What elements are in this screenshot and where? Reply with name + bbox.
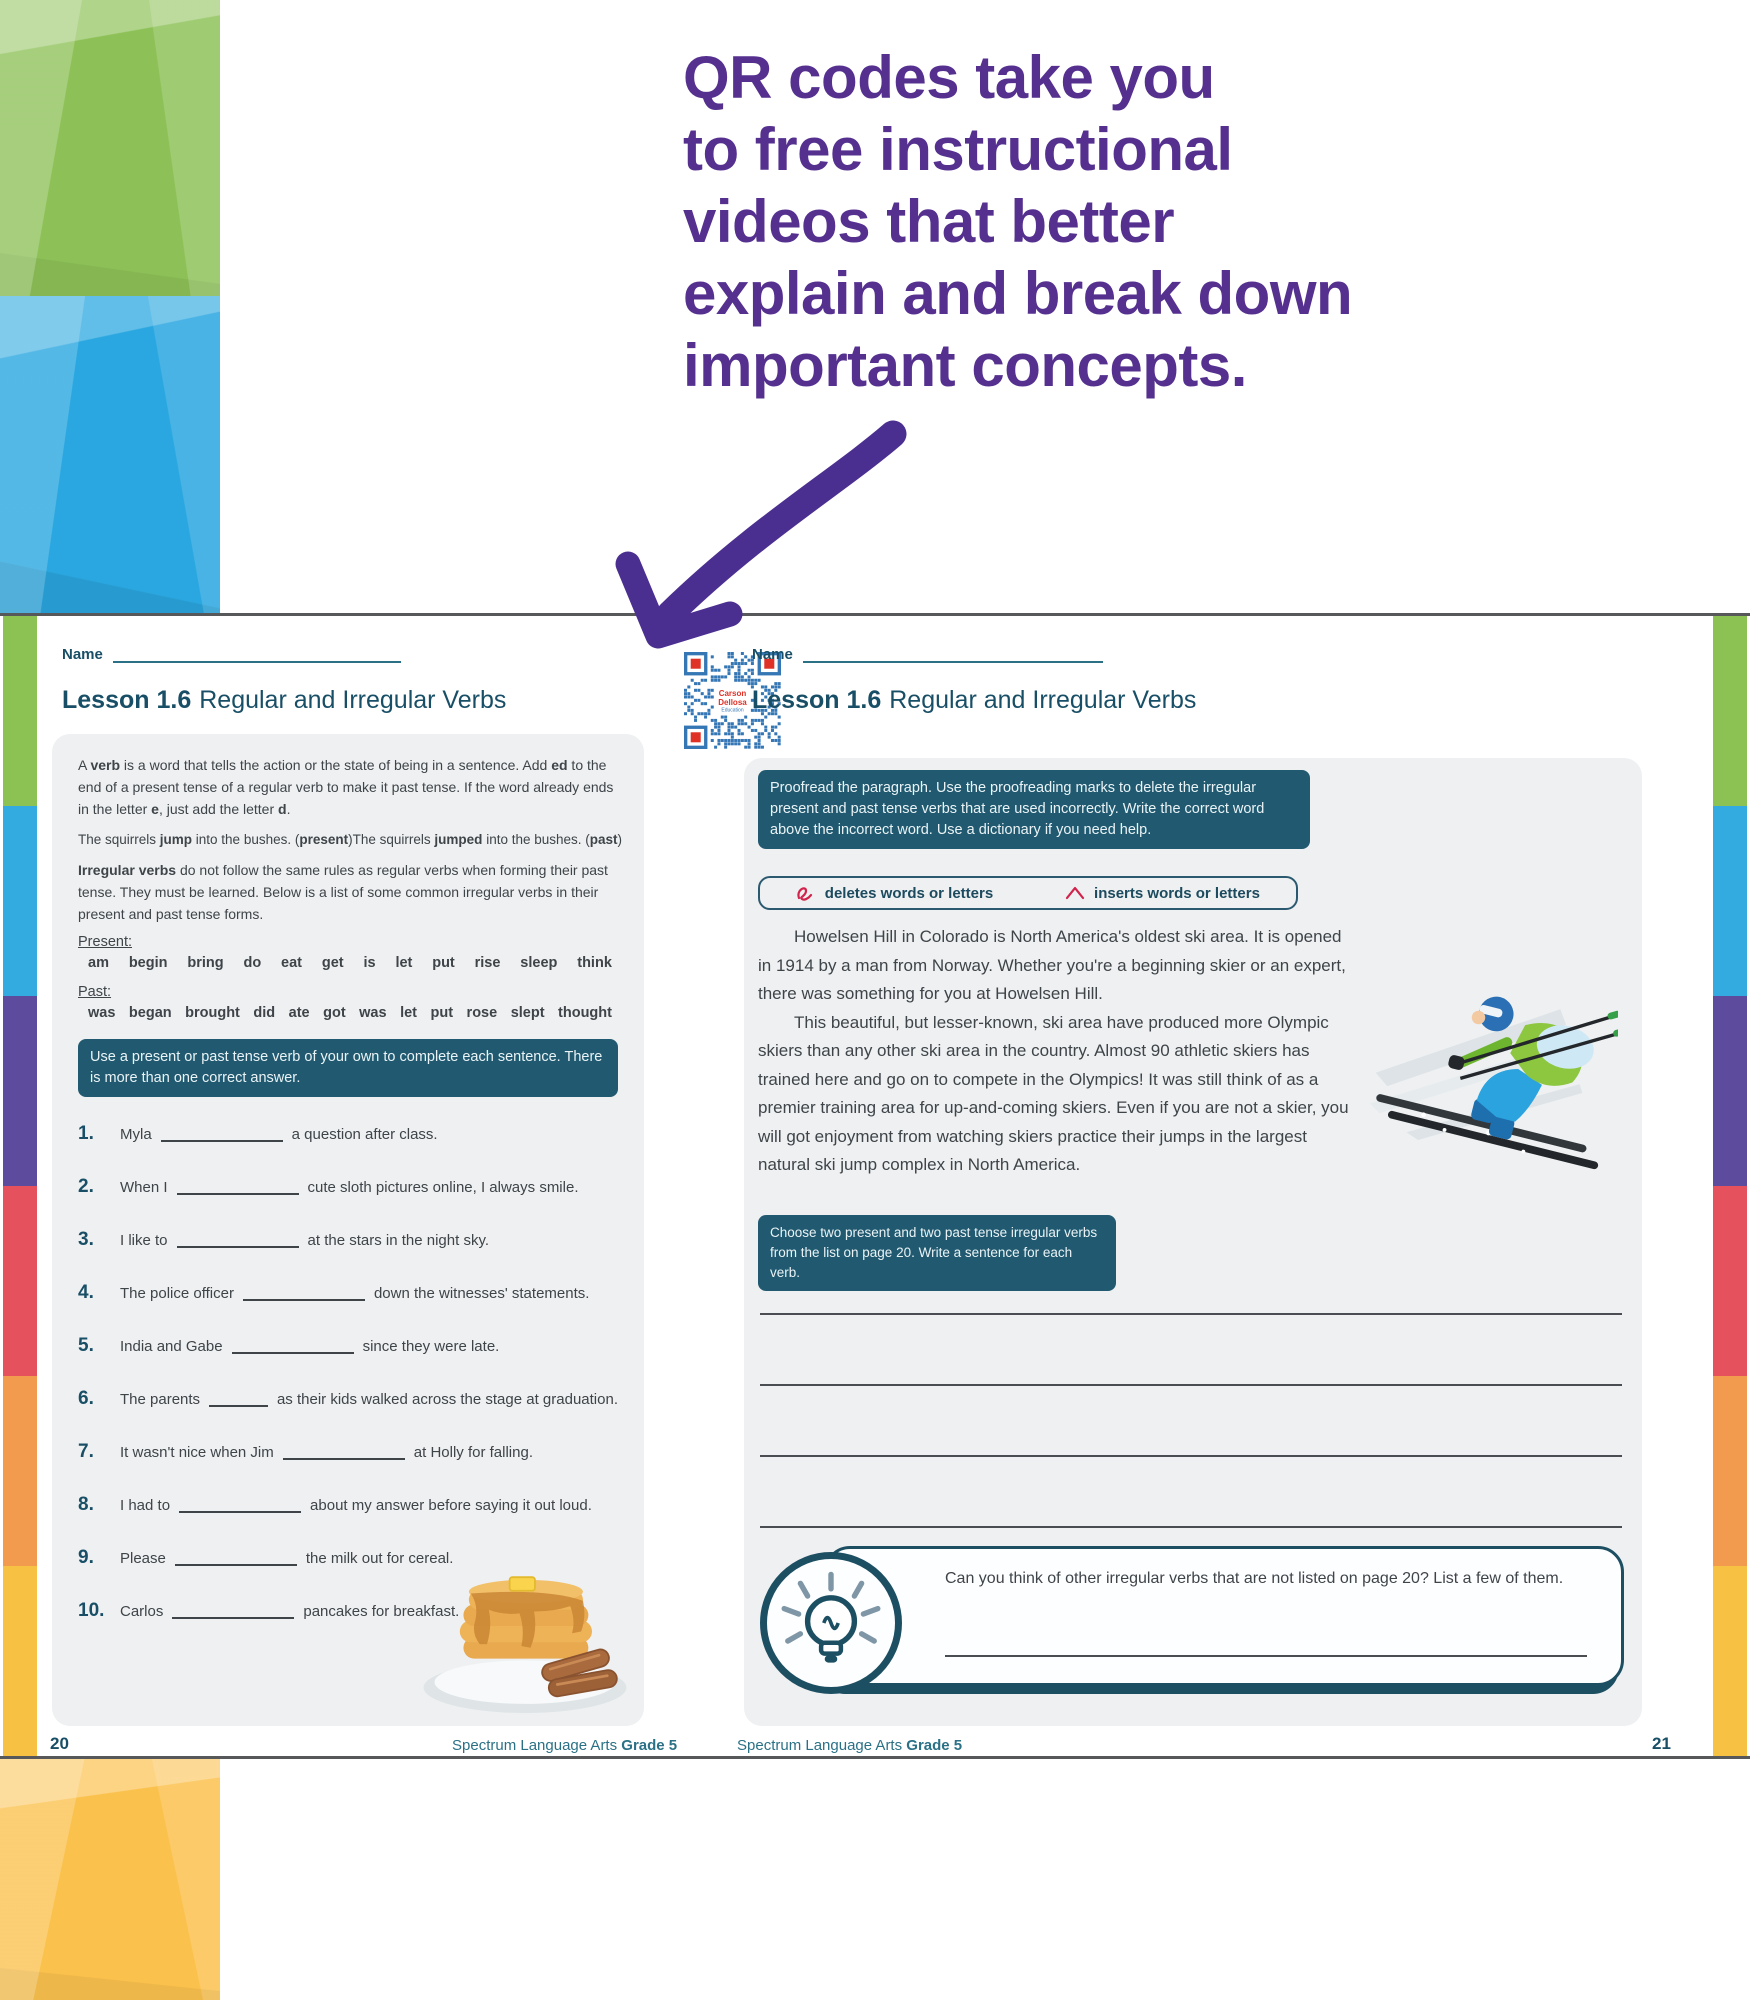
decor-strip-band [1713, 616, 1747, 806]
proofread-instruction-box: Proofread the paragraph. Use the proofreading marks to delete the irregular present and past tense verbs that are used incorrectly. Write the correct word above the incorrect word. Use a dictionary if you need help. [758, 770, 1310, 849]
verb-word: think [577, 955, 612, 971]
present-verbs-row [78, 955, 618, 971]
exercise-number: 10. [78, 1600, 105, 1621]
writing-line[interactable] [760, 1313, 1622, 1315]
exercise-number: 3. [78, 1229, 94, 1250]
decor-block-blue [0, 296, 220, 613]
exercise-post-text: since they were late. [362, 1338, 500, 1355]
exercise-item [78, 1123, 618, 1145]
exercise-item [78, 1441, 618, 1463]
present-label: Present: [78, 934, 132, 950]
page-number-right: 21 [1652, 1734, 1671, 1753]
name-label: Name [752, 646, 793, 663]
exercise-item [78, 1388, 618, 1410]
writing-lines [760, 1313, 1622, 1528]
exercise-post-text: at Holly for falling. [413, 1444, 533, 1461]
verb-word: begin [128, 955, 168, 971]
name-blank[interactable] [113, 646, 401, 663]
lesson-number-label: Lesson 1.6 [62, 686, 192, 714]
exercise-item [78, 1176, 618, 1198]
exercise-pre-text: The police officer [120, 1285, 234, 1302]
irregular-verbs-text: Irregular verbs do not follow the same rules as regular verbs when forming their past tense. They must be learned. Below is a list of some common irregular verbs in their present and past tense forms. [78, 862, 608, 922]
decor-strip-band [1713, 1186, 1747, 1376]
left-page-panel [52, 734, 644, 1726]
exercise-post-text: down the witnesses' statements. [373, 1285, 590, 1302]
legend-insert-label: inserts words or letters [1094, 884, 1260, 902]
exercise-post-text: the milk out for cereal. [305, 1550, 454, 1567]
headline-line: to free instructional [683, 116, 1233, 183]
exercise-list [78, 1123, 618, 1622]
writing-line[interactable] [760, 1526, 1622, 1528]
headline-line: important concepts. [683, 332, 1247, 399]
exercise-blank[interactable] [243, 1295, 365, 1301]
lesson-title-left [62, 686, 506, 715]
verb-word: was [359, 1005, 387, 1021]
skier-illustration [1368, 959, 1618, 1171]
decor-strip-left [3, 616, 37, 1756]
intro-text: A verb is a word that tells the action or the state of being in a sentence. Add ed to the end of a present tense of a regular verb to make it past tense. If the word already ends in the letter e, just add the letter d. [78, 757, 614, 817]
lesson-title-text: Regular and Irregular Verbs [889, 686, 1197, 714]
exercise-blank[interactable] [175, 1560, 297, 1566]
writing-line[interactable] [760, 1455, 1622, 1457]
headline-line: videos that better [683, 188, 1175, 255]
footer-brand-left: Spectrum Language Arts Grade 5 [452, 1737, 678, 1754]
example-present: The squirrels jump into the bushes. (present) [78, 832, 353, 847]
exercise-item [78, 1229, 618, 1251]
example-sentences [78, 832, 623, 847]
delete-mark-icon [795, 883, 817, 903]
verb-word: ate [288, 1005, 310, 1021]
headline-text [683, 42, 1733, 402]
decor-strip-band [3, 1566, 37, 1756]
example-past: The squirrels jumped into the bushes. (past) [352, 832, 623, 847]
exercise-item [78, 1494, 618, 1516]
exercise-blank[interactable] [283, 1454, 405, 1460]
decor-block-green [0, 0, 220, 296]
legend-delete-label: deletes words or letters [824, 884, 994, 902]
verb-word: rose [466, 1005, 498, 1021]
exercise-post-text: a question after class. [291, 1126, 438, 1143]
name-row-left [62, 646, 401, 663]
thought-answer-line[interactable] [945, 1655, 1587, 1657]
exercise-blank[interactable] [161, 1136, 283, 1142]
decor-strip-band [3, 1186, 37, 1376]
legend-delete [760, 883, 1028, 903]
story-text [758, 923, 1618, 1180]
exercise-pre-text: It wasn't nice when Jim [120, 1444, 274, 1461]
exercise-number: 8. [78, 1494, 94, 1515]
exercise-pre-text: Myla [120, 1126, 152, 1143]
exercise-pre-text: I like to [120, 1232, 168, 1249]
exercise-blank[interactable] [179, 1507, 301, 1513]
lightbulb-icon [777, 1569, 885, 1677]
verb-word: rise [474, 955, 501, 971]
legend-insert [1028, 884, 1296, 902]
pancakes-illustration [416, 1550, 634, 1722]
decor-block-yellow [0, 1759, 220, 2000]
verb-word: let [400, 1005, 417, 1021]
exercise-pre-text: When I [120, 1179, 168, 1196]
decor-strip-band [3, 806, 37, 996]
right-page-panel [744, 758, 1642, 1726]
exercise-post-text: cute sloth pictures online, I always smile. [307, 1179, 579, 1196]
insert-mark-icon [1064, 884, 1086, 902]
verb-word: put [430, 1005, 454, 1021]
exercise-number: 2. [78, 1176, 94, 1197]
verb-word: got [323, 1005, 346, 1021]
verb-word: bring [187, 955, 224, 971]
exercise-blank[interactable] [177, 1242, 299, 1248]
verb-word: put [432, 955, 455, 971]
verb-word: let [395, 955, 413, 971]
verb-word: get [321, 955, 344, 971]
story-paragraph-2: This beautiful, but lesser-known, ski area have produced more Olympic skiers than any other ski area in the country. Almost 90 athletic skiers has trained here and go on to compete in the Olympics! It was still think of as a premier training area for up-and-coming skiers. Even if you are not a skier, you will got enjoyment from watching skiers practice their jumps in the largest natural ski jump complex in North America. [758, 1012, 1349, 1174]
exercise-pre-text: I had to [120, 1497, 171, 1514]
exercise-post-text: at the stars in the night sky. [307, 1232, 490, 1249]
instruction-box-left: Use a present or past tense verb of your own to complete each sentence. There is more than one correct answer. [78, 1039, 618, 1097]
exercise-blank[interactable] [209, 1401, 268, 1407]
headline-line: QR codes take you [683, 44, 1215, 111]
svg-text:Dellosa: Dellosa [718, 697, 747, 707]
verb-word: did [253, 1005, 276, 1021]
svg-text:Education: Education [721, 707, 744, 714]
workbook-spread [0, 613, 1750, 1759]
exercise-item [78, 1335, 618, 1357]
past-verbs-row [78, 1005, 618, 1021]
verb-word: was [88, 1005, 116, 1021]
decor-strip-right [1713, 616, 1747, 1756]
name-label: Name [62, 646, 103, 663]
lightbulb-badge [760, 1552, 902, 1694]
verb-word: do [243, 955, 262, 971]
exercise-post-text: about my answer before saying it out loud. [310, 1497, 592, 1514]
writing-line[interactable] [760, 1384, 1622, 1386]
thought-prompt: Can you think of other irregular verbs that are not listed on page 20? List a few of them. [945, 1570, 1564, 1587]
decor-strip-band [1713, 1566, 1747, 1756]
decor-strip-band [1713, 806, 1747, 996]
exercise-number: 5. [78, 1335, 94, 1356]
exercise-blank[interactable] [172, 1613, 294, 1619]
past-label: Past: [78, 984, 112, 1000]
exercise-pre-text: Carlos [120, 1603, 164, 1620]
exercise-pre-text: The parents [120, 1391, 201, 1408]
exercise-number: 7. [78, 1441, 94, 1462]
exercise-number: 4. [78, 1282, 94, 1303]
verb-word: brought [185, 1005, 240, 1021]
thought-box [824, 1546, 1624, 1686]
exercise-post-text: as their kids walked across the stage at graduation. [276, 1391, 618, 1408]
verb-word: sleep [520, 955, 558, 971]
decor-strip-band [3, 996, 37, 1186]
verb-word: eat [281, 955, 303, 971]
lesson-number-label: Lesson 1.6 [752, 686, 882, 714]
decor-strip-band [1713, 1376, 1747, 1566]
verb-word: slept [510, 1005, 545, 1021]
decor-strip-band [3, 1376, 37, 1566]
proofreading-marks-legend [758, 876, 1298, 910]
exercise-number: 9. [78, 1547, 94, 1568]
verb-word: am [88, 955, 109, 971]
exercise-blank[interactable] [232, 1348, 354, 1354]
exercise-number: 1. [78, 1123, 94, 1144]
lesson-title-right [752, 686, 1196, 715]
verb-word: thought [558, 1005, 612, 1021]
exercise-pre-text: Please [120, 1550, 166, 1567]
verb-word: began [128, 1005, 172, 1021]
story-paragraph-1: Howelsen Hill in Colorado is North America's oldest ski area. It is opened in 1914 by a man from Norway. Whether you're a beginning skier or an expert, there was something for you at Howelsen Hill. [758, 927, 1346, 1003]
verb-word: is [363, 955, 376, 971]
exercise-item [78, 1282, 618, 1304]
decor-strip-band [1713, 996, 1747, 1186]
decor-strip-band [3, 616, 37, 806]
choose-instruction-box: Choose two present and two past tense irregular verbs from the list on page 20. Write a sentence for each verb. [758, 1215, 1116, 1291]
footer-brand-right: Spectrum Language Arts Grade 5 [737, 1737, 963, 1754]
exercise-number: 6. [78, 1388, 94, 1409]
lesson-title-text: Regular and Irregular Verbs [199, 686, 507, 714]
exercise-post-text: pancakes for breakfast. [303, 1603, 460, 1620]
exercise-blank[interactable] [177, 1189, 299, 1195]
page-number-left: 20 [50, 1734, 69, 1753]
exercise-pre-text: India and Gabe [120, 1338, 223, 1355]
curved-arrow-icon [548, 418, 918, 668]
headline-line: explain and break down [683, 260, 1353, 327]
svg-text:Carson: Carson [718, 689, 747, 699]
